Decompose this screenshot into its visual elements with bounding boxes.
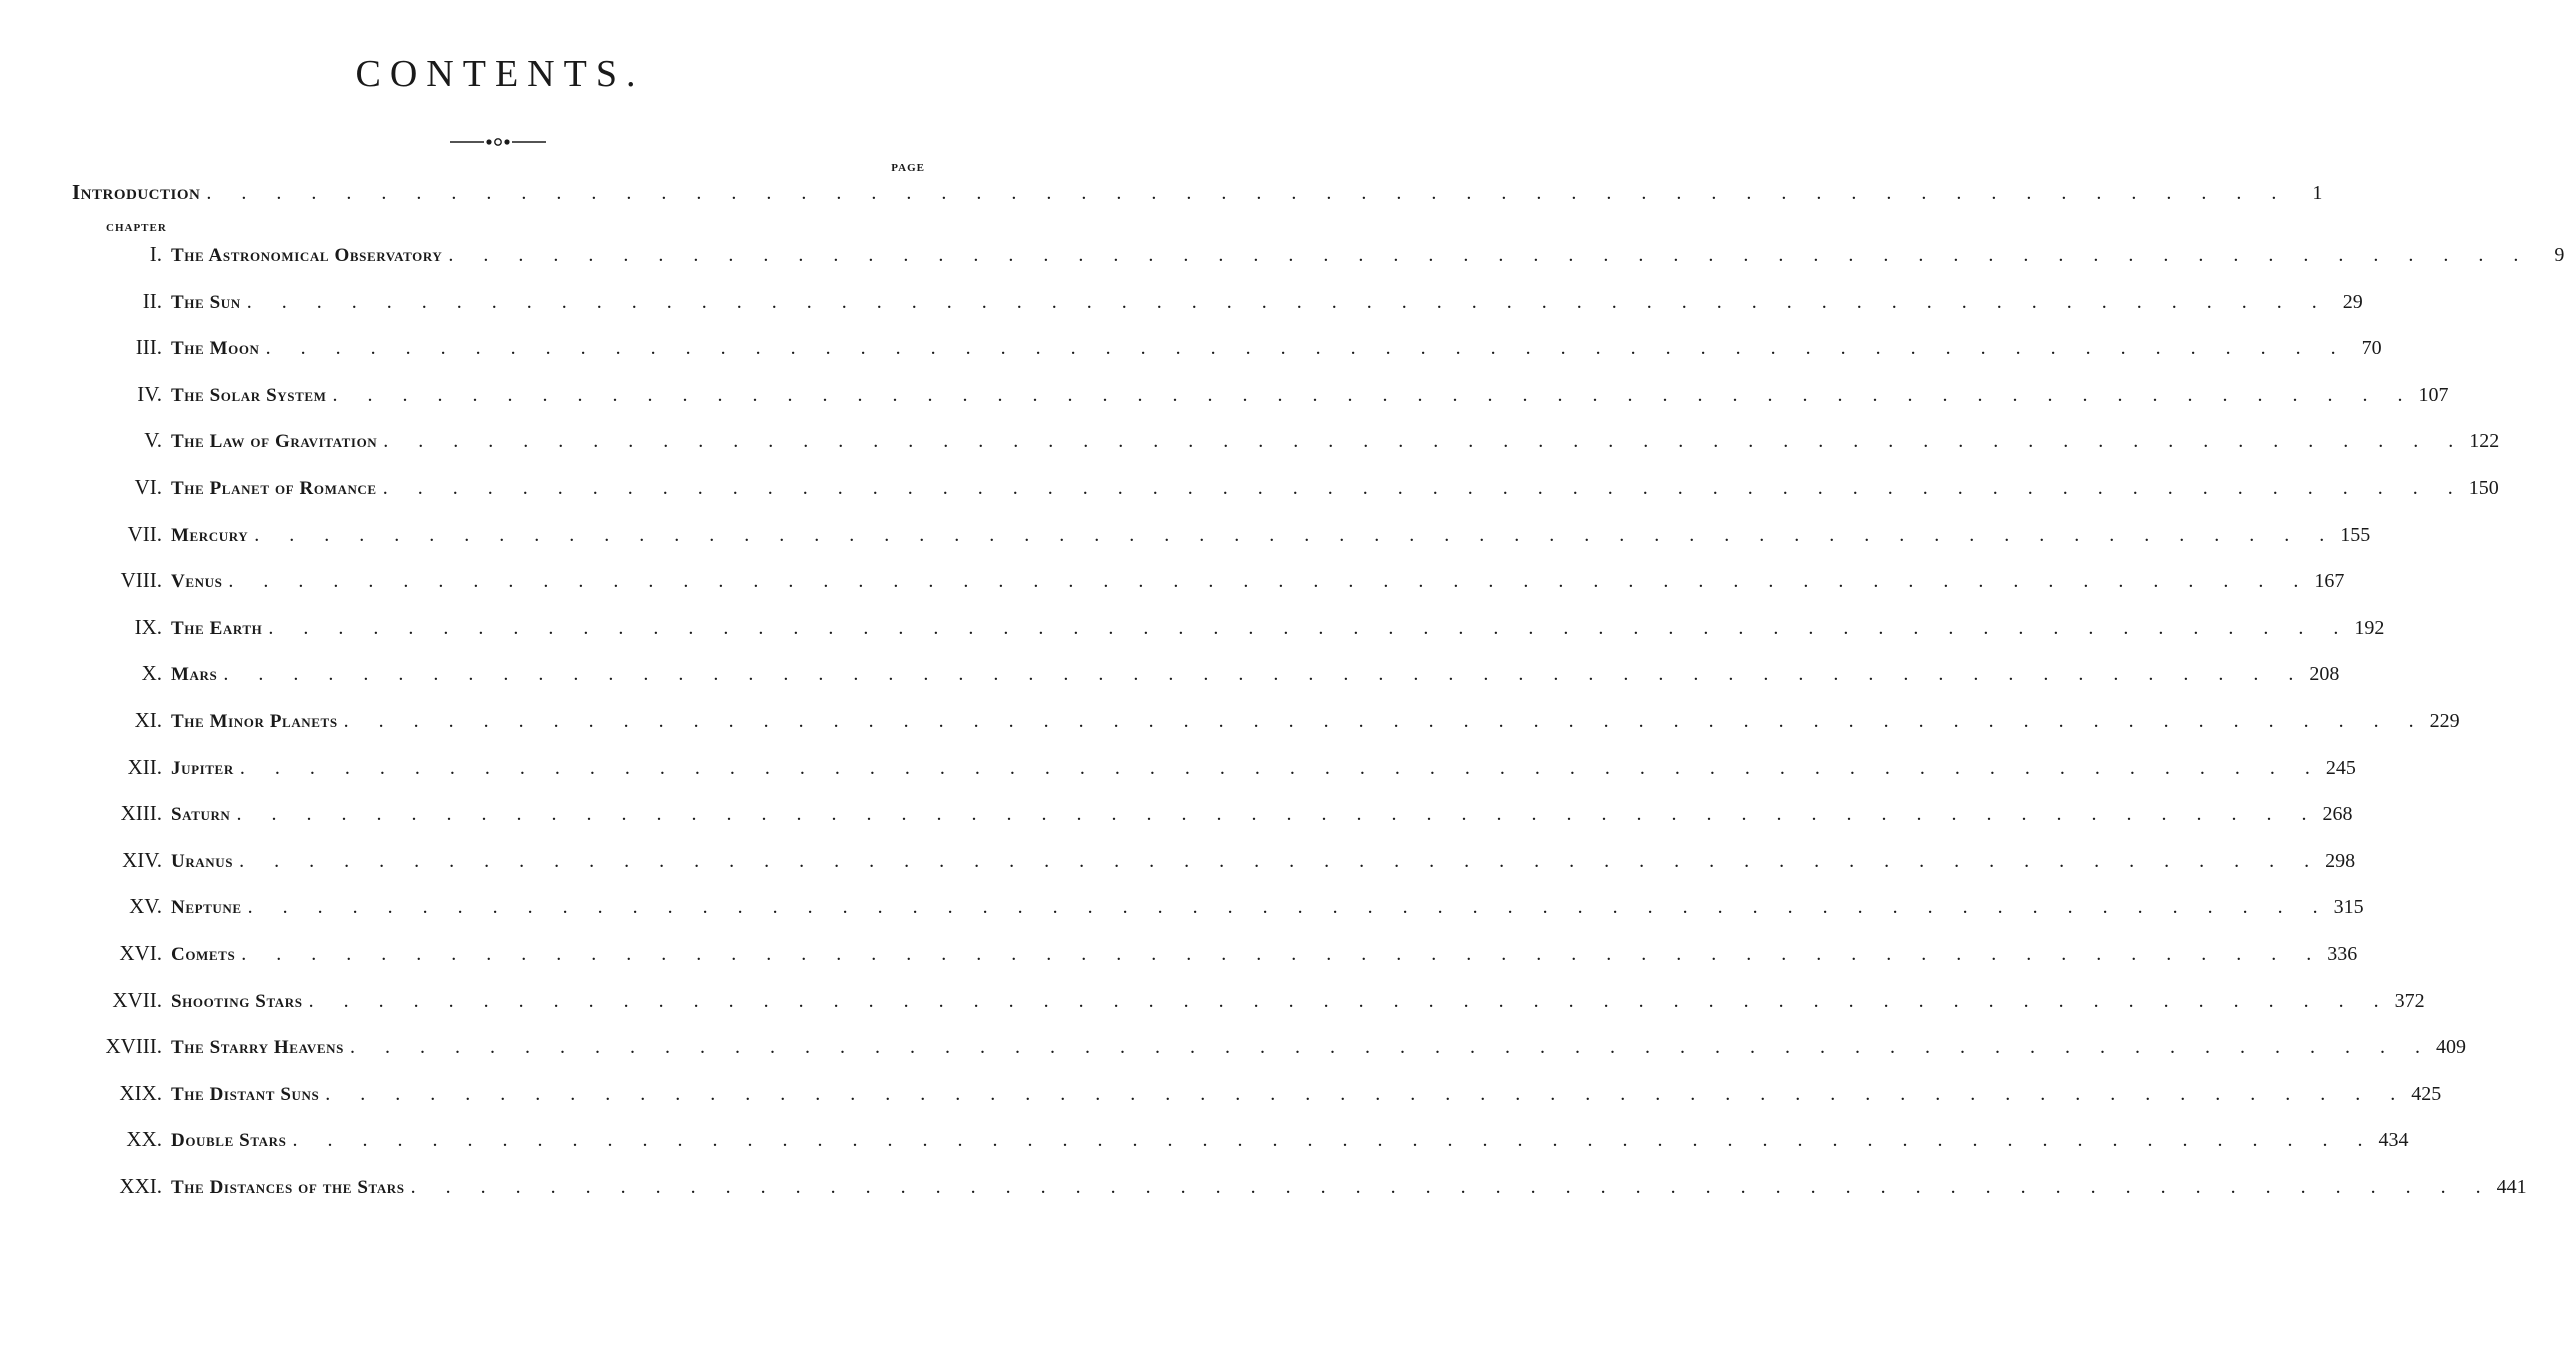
chapter-entry[interactable] [70,661,2340,691]
chapter-title: Shooting Stars [171,990,303,1012]
chapter-title: Jupiter [171,757,234,779]
chapter-entry[interactable] [70,754,2356,785]
chapter-page-number: 315 [2333,896,2364,919]
dot-leader: . . . . . . . . . . . . . . . . . . . . . . . . . . . . . . . . . . . . . . . . . . . . . . . . . . . . . . . . . . . . [223,663,2294,686]
chapter-entry[interactable] [70,428,2500,458]
introduction-entry[interactable] [72,180,2323,210]
chapter-title: Venus [171,571,223,593]
dot-leader: . . . . . . . . . . . . . . . . . . . . . . . . . . . . . . . . . . . . . . . . . . . . . . . . . . . . . . . . . . . . [268,616,2339,639]
chapter-page-number: 29 [2342,290,2363,313]
chapter-number: V. [144,428,162,453]
chapter-title: Comets [171,944,236,965]
chapter-number: XII. [127,754,162,779]
chapter-page-number: 192 [2354,616,2385,639]
chapter-number: II. [142,288,162,313]
dot-leader: . . . . . . . . . . . . . . . . . . . . . . . . . . . . . . . . . . . . . . . . . . . . . . . . . . . . . . . . . . . . [206,182,2277,204]
dot-leader: . . . . . . . . . . . . . . . . . . . . . . . . . . . . . . . . . . . . . . . . . . . . . . . . . . . . . . . . . . . . [254,523,2325,546]
chapter-number: XV. [129,894,162,919]
chapter-entry[interactable] [70,614,2385,645]
chapter-number: I. [149,242,162,266]
dot-leader: . . . . . . . . . . . . . . . . . . . . . . . . . . . . . . . . . . . . . . . . . . . . . . . . . . . . . . . . . . . . [325,1082,2396,1105]
chapter-page-number: 9 [2554,244,2564,266]
chapter-page-number: 167 [2314,570,2345,593]
chapter-number: X. [141,661,162,686]
chapter-number: XXI. [119,1174,162,1198]
chapter-page-number: 425 [2411,1082,2442,1105]
chapter-title: The Law of Gravitation [171,431,378,453]
chapter-title: Mercury [171,524,249,546]
chapter-title: The Starry Heavens [171,1037,344,1059]
chapter-number: VIII. [120,568,162,593]
chapter-number: XX. [126,1127,162,1152]
chapter-title: The Distances of the Stars [171,1177,405,1198]
chapter-page-number: 336 [2327,943,2358,965]
chapter-page-number: 155 [2340,523,2371,546]
chapter-entry[interactable] [70,941,2358,971]
chapter-entry[interactable] [70,894,2364,924]
chapter-title: The Sun [171,291,241,313]
chapter-page-number: 107 [2418,383,2449,406]
chapter-entry[interactable] [70,987,2425,1018]
dot-leader: . . . . . . . . . . . . . . . . . . . . . . . . . . . . . . . . . . . . . . . . . . . . . . . . . . . . . . . . . . . . [448,244,2519,266]
chapter-entry[interactable] [70,381,2449,412]
page-column-label: PAGE [891,162,925,174]
chapter-title: The Minor Planets [171,711,338,732]
chapter-number: IV. [137,381,162,406]
chapter-page-number: 441 [2496,1176,2527,1198]
dot-leader: . . . . . . . . . . . . . . . . . . . . . . . . . . . . . . . . . . . . . . . . . . . . . . . . . . . . . . . . . . . . [236,803,2307,826]
chapter-page-number: 372 [2394,989,2425,1012]
chapter-page-number: 229 [2429,710,2460,732]
dot-leader: . . . . . . . . . . . . . . . . . . . . . . . . . . . . . . . . . . . . . . . . . . . . . . . . . . . . . . . . . . . . [228,570,2299,593]
chapter-title: The Earth [171,617,263,639]
chapter-title: The Moon [171,338,260,360]
chapter-title: The Planet of Romance [171,478,377,499]
chapter-entry[interactable] [70,242,2564,272]
chapter-number: III. [135,335,162,360]
dot-leader: . . . . . . . . . . . . . . . . . . . . . . . . . . . . . . . . . . . . . . . . . . . . . . . . . . . . . . . . . . . . [239,849,2310,872]
chapter-page-number: 434 [2378,1129,2409,1152]
chapter-page-number: 70 [2361,337,2382,360]
dot-leader: . . . . . . . . . . . . . . . . . . . . . . . . . . . . . . . . . . . . . . . . . . . . . . . . . . . . . . . . . . . . [332,383,2403,406]
chapter-number: XIV. [122,847,162,872]
chapter-number: XI. [134,708,162,732]
chapter-title: Saturn [171,804,231,826]
chapter-number: XVII. [112,987,162,1012]
chapter-title: The Solar System [171,384,327,406]
chapter-page-number: 245 [2325,756,2356,779]
dot-leader: . . . . . . . . . . . . . . . . . . . . . . . . . . . . . . . . . . . . . . . . . . . . . . . . . . . . . . . . . . . . [246,290,2317,313]
introduction-page-number: 1 [2312,182,2323,204]
chapter-number: VII. [127,521,162,546]
chapter-page-number: 409 [2435,1036,2466,1059]
chapter-page-number: 122 [2469,430,2500,453]
chapter-entry[interactable] [70,1127,2409,1157]
chapter-entry[interactable] [70,521,2371,552]
dot-leader: . . . . . . . . . . . . . . . . . . . . . . . . . . . . . . . . . . . . . . . . . . . . . . . . . . . . . . . . . . . . [382,477,2453,499]
chapter-page-number: 150 [2468,477,2499,499]
chapter-title: Mars [171,664,218,686]
introduction-title: Introduction [72,180,201,204]
dot-leader: . . . . . . . . . . . . . . . . . . . . . . . . . . . . . . . . . . . . . . . . . . . . . . . . . . . . . . . . . . . . [383,430,2454,453]
chapter-number: VI. [134,475,162,499]
chapter-entry[interactable] [70,568,2345,598]
chapter-number: XVI. [119,941,162,965]
dot-leader: . . . . . . . . . . . . . . . . . . . . . . . . . . . . . . . . . . . . . . . . . . . . . . . . . . . . . . . . . . . . [239,756,2310,779]
ornament-divider-icon [448,133,548,151]
dot-leader: . . . . . . . . . . . . . . . . . . . . . . . . . . . . . . . . . . . . . . . . . . . . . . . . . . . . . . . . . . . . [308,989,2379,1012]
dot-leader: . . . . . . . . . . . . . . . . . . . . . . . . . . . . . . . . . . . . . . . . . . . . . . . . . . . . . . . . . . . . [410,1176,2481,1198]
chapter-entry[interactable] [70,1080,2442,1111]
dot-leader: . . . . . . . . . . . . . . . . . . . . . . . . . . . . . . . . . . . . . . . . . . . . . . . . . . . . . . . . . . . . [343,710,2414,732]
dot-leader: . . . . . . . . . . . . . . . . . . . . . . . . . . . . . . . . . . . . . . . . . . . . . . . . . . . . . . . . . . . . [349,1036,2420,1059]
chapter-number: XIII. [120,801,162,826]
chapter-title: The Distant Suns [171,1083,320,1105]
chapter-entry[interactable] [70,1034,2466,1064]
chapter-entry[interactable] [70,288,2363,319]
chapter-entry[interactable] [70,708,2460,738]
chapter-page-number: 208 [2309,663,2340,686]
dot-leader: . . . . . . . . . . . . . . . . . . . . . . . . . . . . . . . . . . . . . . . . . . . . . . . . . . . . . . . . . . . . [292,1129,2363,1152]
chapter-entry[interactable] [70,847,2356,878]
dot-leader: . . . . . . . . . . . . . . . . . . . . . . . . . . . . . . . . . . . . . . . . . . . . . . . . . . . . . . . . . . . . [247,896,2318,919]
chapter-title: Neptune [171,897,242,919]
chapter-title: Double Stars [171,1130,287,1152]
dot-leader: . . . . . . . . . . . . . . . . . . . . . . . . . . . . . . . . . . . . . . . . . . . . . . . . . . . . . . . . . . . . [241,943,2312,965]
chapter-number: IX. [134,614,162,639]
chapter-entry[interactable] [70,475,2499,505]
chapter-column-label: CHAPTER [106,222,167,234]
page-title: CONTENTS. [355,53,645,95]
dot-leader: . . . . . . . . . . . . . . . . . . . . . . . . . . . . . . . . . . . . . . . . . . . . . . . . . . . . . . . . . . . . [265,337,2336,360]
chapter-page-number: 298 [2325,849,2356,872]
chapter-title: The Astronomical Observatory [171,245,443,266]
chapter-entry[interactable] [70,1174,2527,1204]
chapter-number: XIX. [119,1080,162,1105]
chapter-title: Uranus [171,850,234,872]
chapter-page-number: 268 [2322,803,2353,826]
chapter-number: XVIII. [105,1034,162,1059]
chapter-entry[interactable] [70,335,2382,365]
chapter-entry[interactable] [70,801,2353,831]
